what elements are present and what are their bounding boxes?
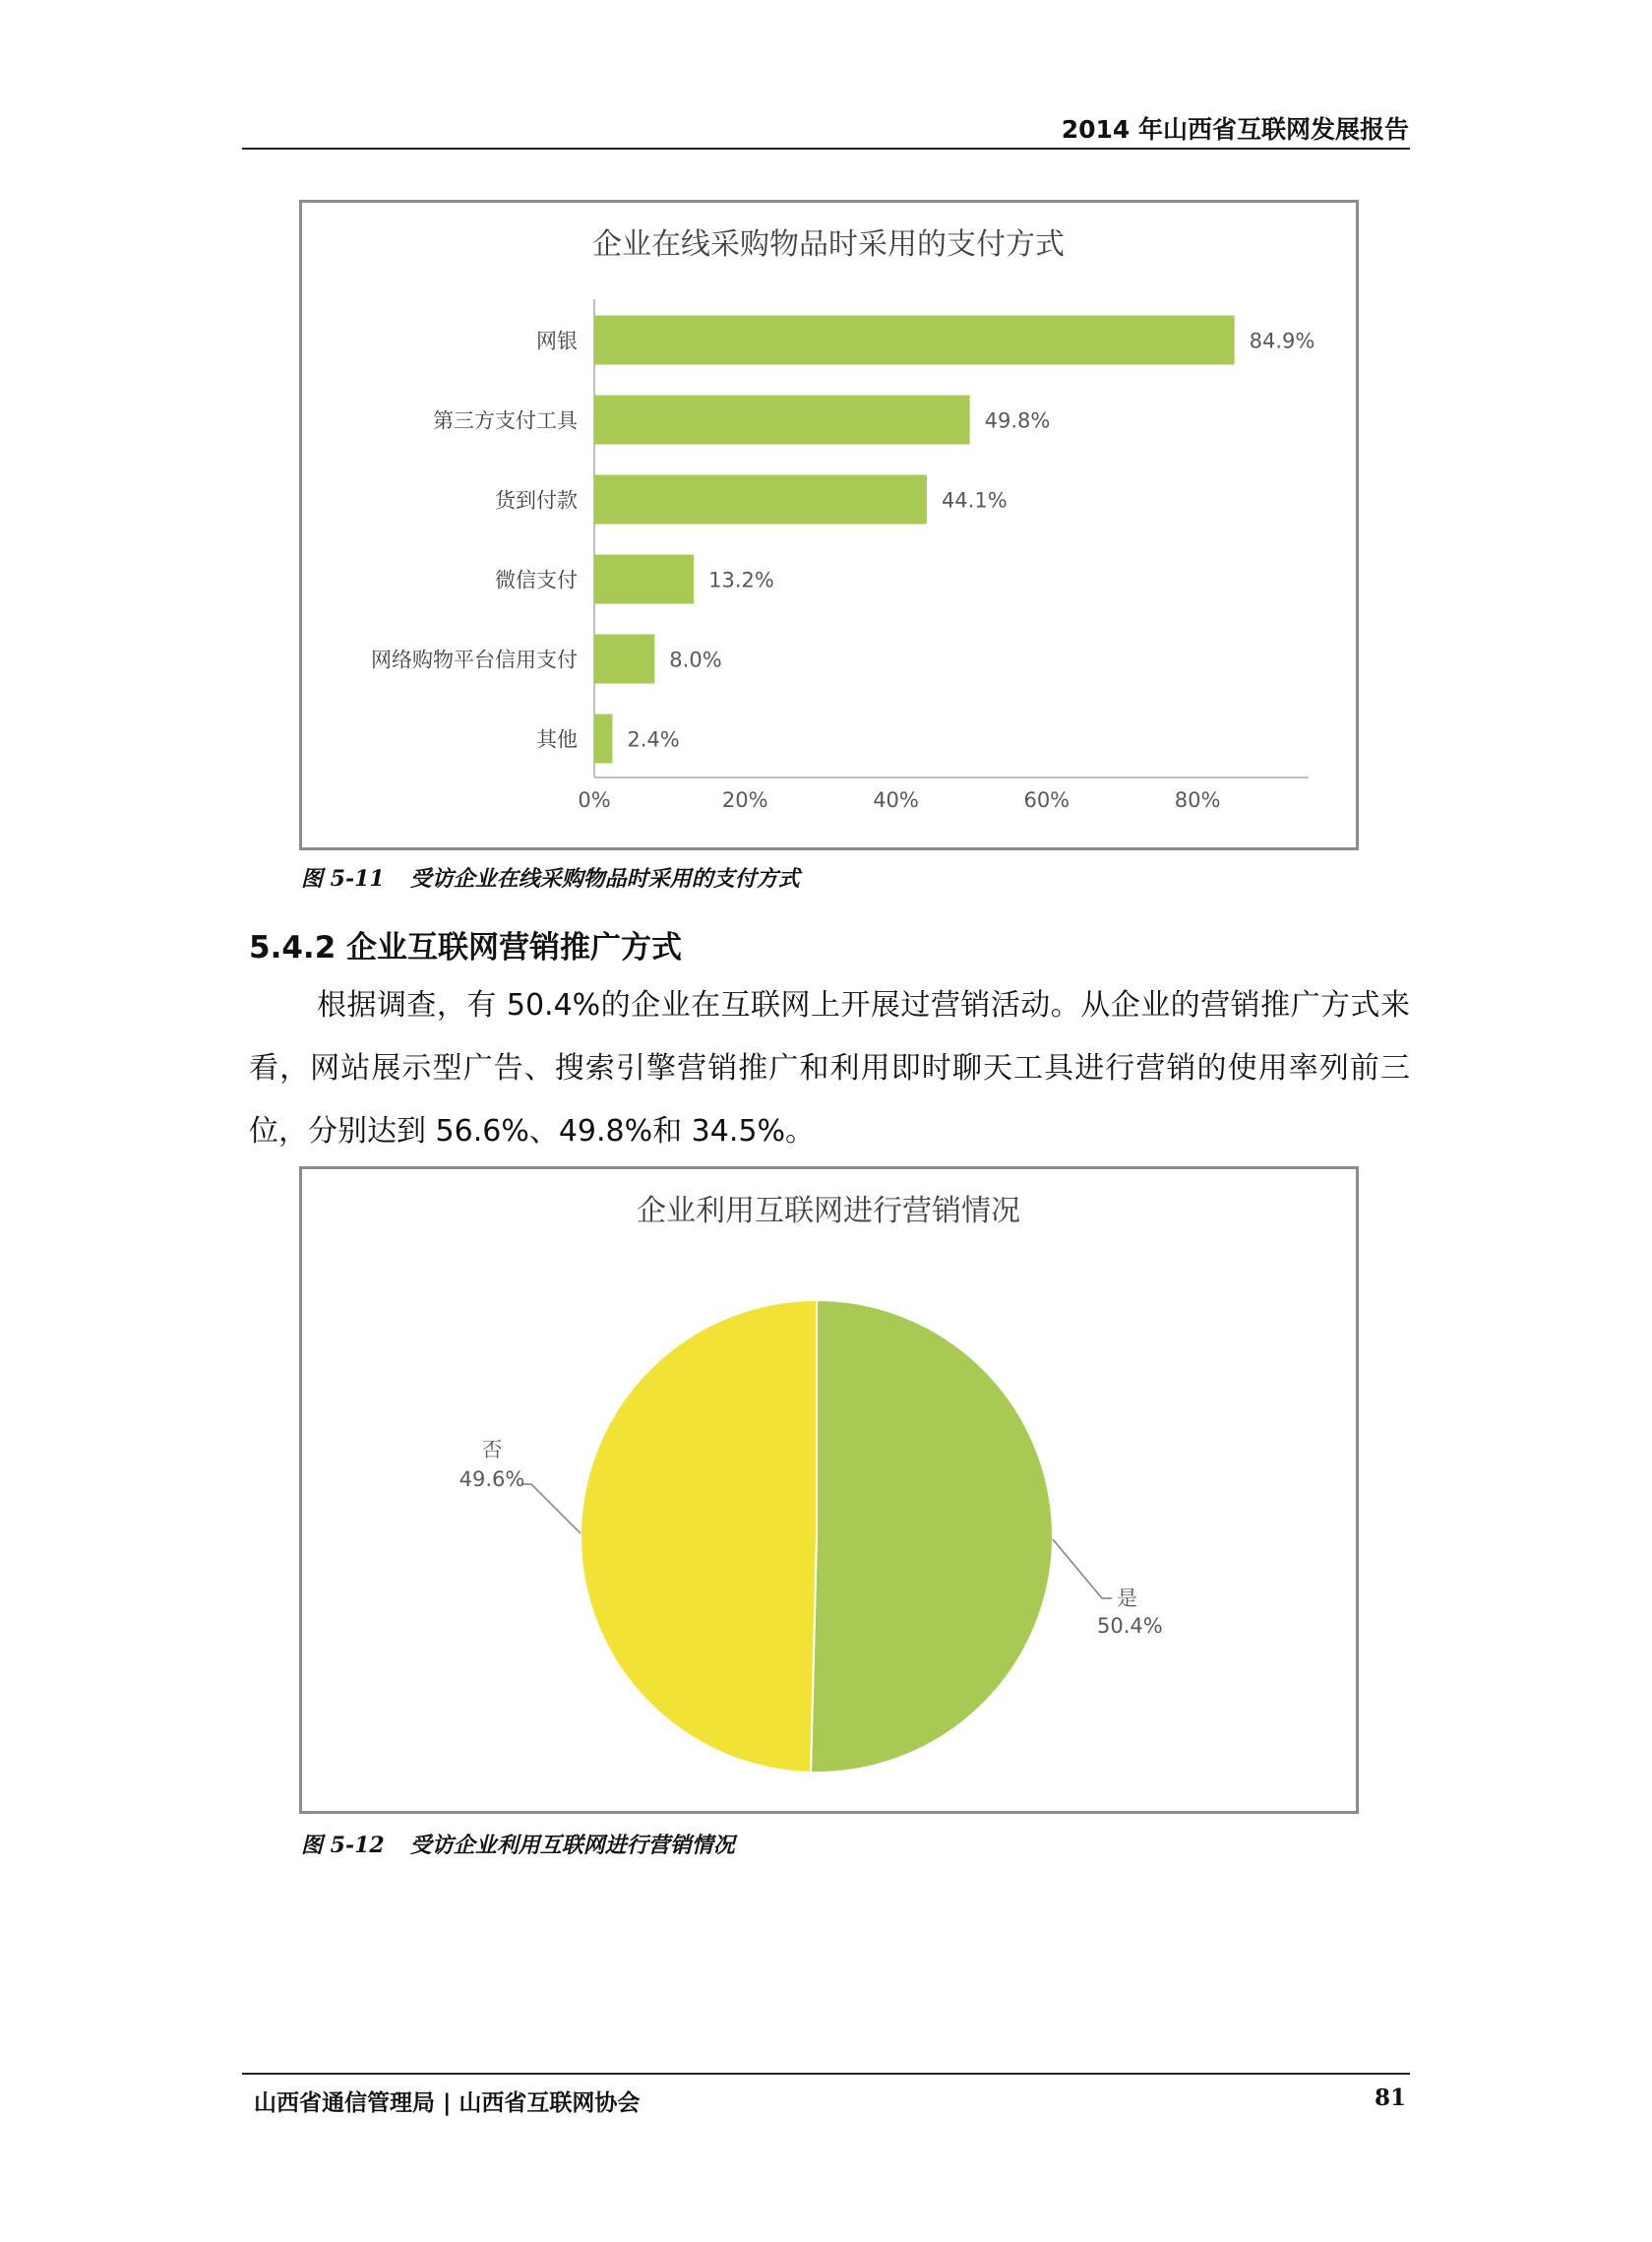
- bar: [594, 475, 927, 525]
- bar: [594, 715, 612, 764]
- report-header-title: 2014 年山西省互联网发展报告: [1061, 115, 1409, 144]
- bar: [594, 316, 1235, 365]
- figure-5-12-caption: [301, 1829, 735, 1859]
- x-tick-label: 0%: [578, 788, 611, 812]
- chart-title: 企业在线采购物品时采用的支付方式: [592, 227, 1065, 262]
- figure-5-11-text: 受访企业在线采购物品时采用的支付方式: [409, 866, 800, 892]
- section-paragraph: 根据调查，有 50.4%的企业在互联网上开展过营销活动。从企业的营销推广方式来看，网站展示型广告、搜索引擎营销推广和利用即时聊天工具进行营销的使用率列前三位，分别达到 56.6%、49.8%和 34.5%。: [249, 988, 1410, 1149]
- chart-title: 企业利用互联网进行营销情况: [637, 1194, 1020, 1228]
- bar: [594, 555, 694, 604]
- pie-slice: [811, 1300, 1053, 1773]
- figure-5-11-caption: [301, 862, 800, 893]
- category-label: 货到付款: [495, 488, 578, 513]
- figure-5-12-number: 图 5-12: [301, 1833, 385, 1858]
- pie-slice: [581, 1300, 817, 1773]
- category-label: 其他: [536, 727, 578, 752]
- section-heading: 5.4.2 企业互联网营销推广方式: [249, 930, 683, 965]
- x-tick-label: 40%: [873, 788, 919, 812]
- page-number: 81: [1374, 2085, 1406, 2111]
- bar: [594, 396, 970, 445]
- x-tick-label: 60%: [1023, 788, 1071, 812]
- bar: [594, 635, 654, 684]
- leader-line: [1053, 1539, 1112, 1598]
- figure-5-12-text: 受访企业利用互联网进行营销情况: [409, 1833, 735, 1858]
- figure-5-11-number: 图 5-11: [301, 866, 385, 892]
- header-divider: [242, 148, 1410, 150]
- category-label: 网络购物平台信用支付: [371, 648, 578, 672]
- category-label: 第三方支付工具: [433, 408, 578, 433]
- pie-label: 否: [481, 1437, 503, 1462]
- data-label: 2.4%: [627, 727, 680, 752]
- x-tick-label: 80%: [1174, 788, 1221, 812]
- footer-organizations: 山西省通信管理局 | 山西省互联网协会: [254, 2090, 641, 2116]
- category-label: 微信支付: [495, 568, 578, 592]
- pie-value-label: 49.6%: [459, 1466, 525, 1491]
- x-tick-label: 20%: [721, 788, 768, 812]
- pie-label: 是: [1116, 1587, 1137, 1611]
- leader-line: [521, 1484, 581, 1533]
- data-label: 44.1%: [941, 488, 1008, 513]
- payment-methods-chart: [299, 200, 1359, 850]
- data-label: 13.2%: [708, 568, 774, 592]
- footer-divider: [242, 2073, 1410, 2075]
- data-label: 49.8%: [984, 408, 1051, 433]
- marketing-usage-chart: [299, 1166, 1359, 1814]
- data-label: 8.0%: [669, 648, 722, 672]
- data-label: 84.9%: [1249, 329, 1315, 353]
- pie-value-label: 50.4%: [1096, 1614, 1163, 1639]
- category-label: 网银: [536, 329, 578, 353]
